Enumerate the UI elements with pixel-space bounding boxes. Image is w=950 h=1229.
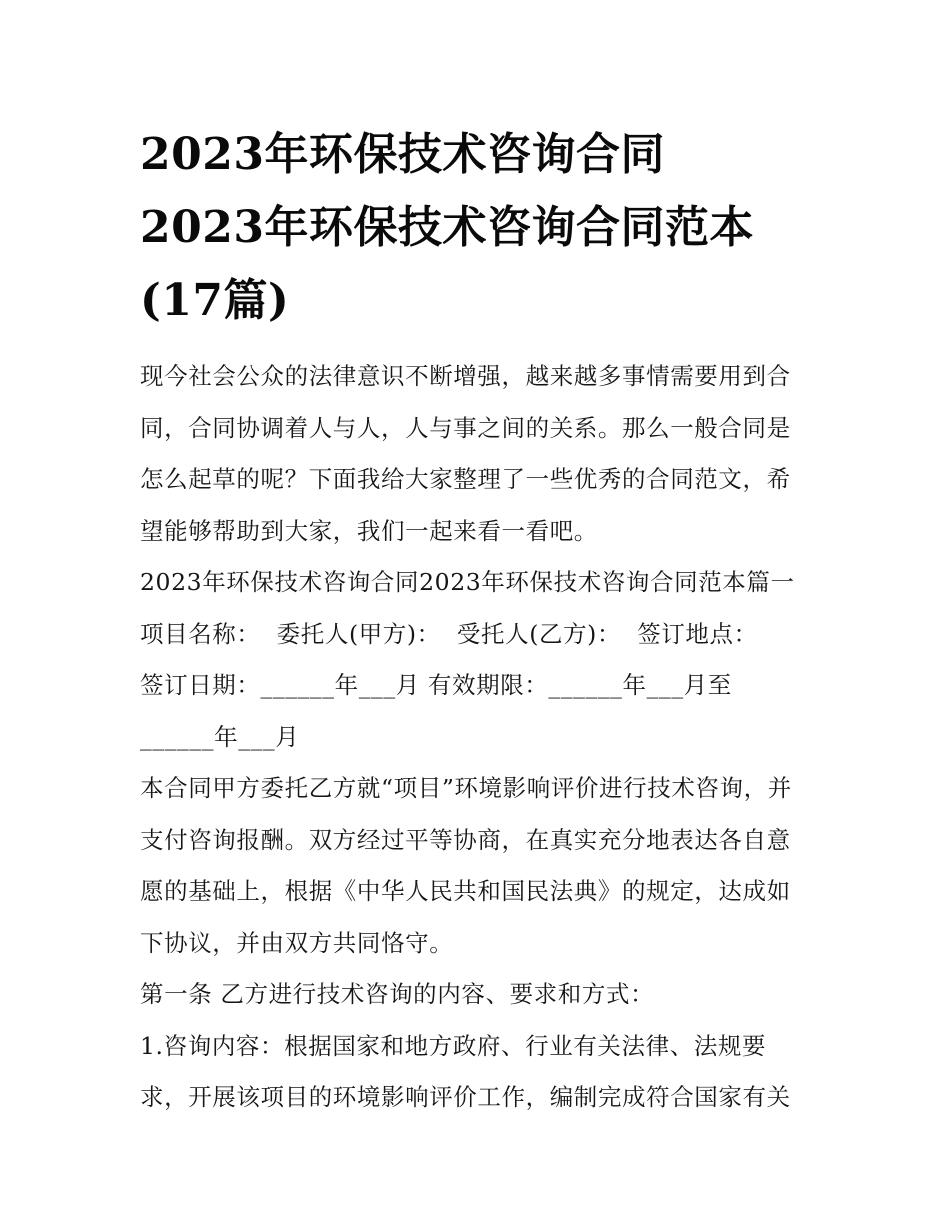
document-page xyxy=(140,118,830,1124)
title-line: 2023年环保技术咨询合同范本 xyxy=(140,202,754,253)
text-line: 签订日期：______年___月 有效期限：______年___月至 xyxy=(140,671,732,699)
text-line: 第一条 乙方进行技术咨询的内容、要求和方式： xyxy=(140,980,655,1008)
item-one-paragraph xyxy=(140,1021,830,1124)
text-line: ______年___月 xyxy=(140,722,300,751)
text-line: 同，合同协调着人与人，人与事之间的关系。那么一般合同是 xyxy=(140,413,791,442)
text-line: 下协议，并由双方共同恪守。 xyxy=(140,928,454,957)
title-line: 2023年环保技术咨询合同 xyxy=(140,129,665,180)
text-line: 1.咨询内容：根据国家和地方政府、行业有关法律、法规要 xyxy=(140,1031,767,1060)
article-one-heading xyxy=(140,969,830,1021)
document-title xyxy=(140,118,830,337)
contract-fields xyxy=(140,609,830,661)
text-line: 望能够帮助到大家，我们一起来看一看吧。 xyxy=(140,516,598,545)
text-line: 怎么起草的呢？下面我给大家整理了一些优秀的合同范文，希 xyxy=(140,465,791,493)
text-line: 2023年环保技术咨询合同2023年环保技术咨询合同范本篇一 xyxy=(140,568,795,596)
section-heading xyxy=(140,557,830,609)
contract-dates xyxy=(140,660,830,763)
text-line: 项目名称： 委托人(甲方)： 受托人(乙方)： 签订地点： xyxy=(140,619,758,648)
text-line: 愿的基础上，根据《中华人民共和国民法典》的规定，达成如 xyxy=(140,877,791,905)
title-line: (17篇) xyxy=(140,275,290,326)
text-line: 现今社会公众的法律意识不断增强，越来越多事情需要用到合 xyxy=(140,362,791,390)
text-line: 本合同甲方委托乙方就“项目”环境影响评价进行技术咨询，并 xyxy=(140,774,792,802)
agreement-paragraph xyxy=(140,763,830,969)
text-line: 支付咨询报酬。双方经过平等协商，在真实充分地表达各自意 xyxy=(140,825,791,854)
intro-paragraph xyxy=(140,351,830,557)
text-line: 求，开展该项目的环境影响评价工作，编制完成符合国家有关 xyxy=(140,1083,791,1111)
